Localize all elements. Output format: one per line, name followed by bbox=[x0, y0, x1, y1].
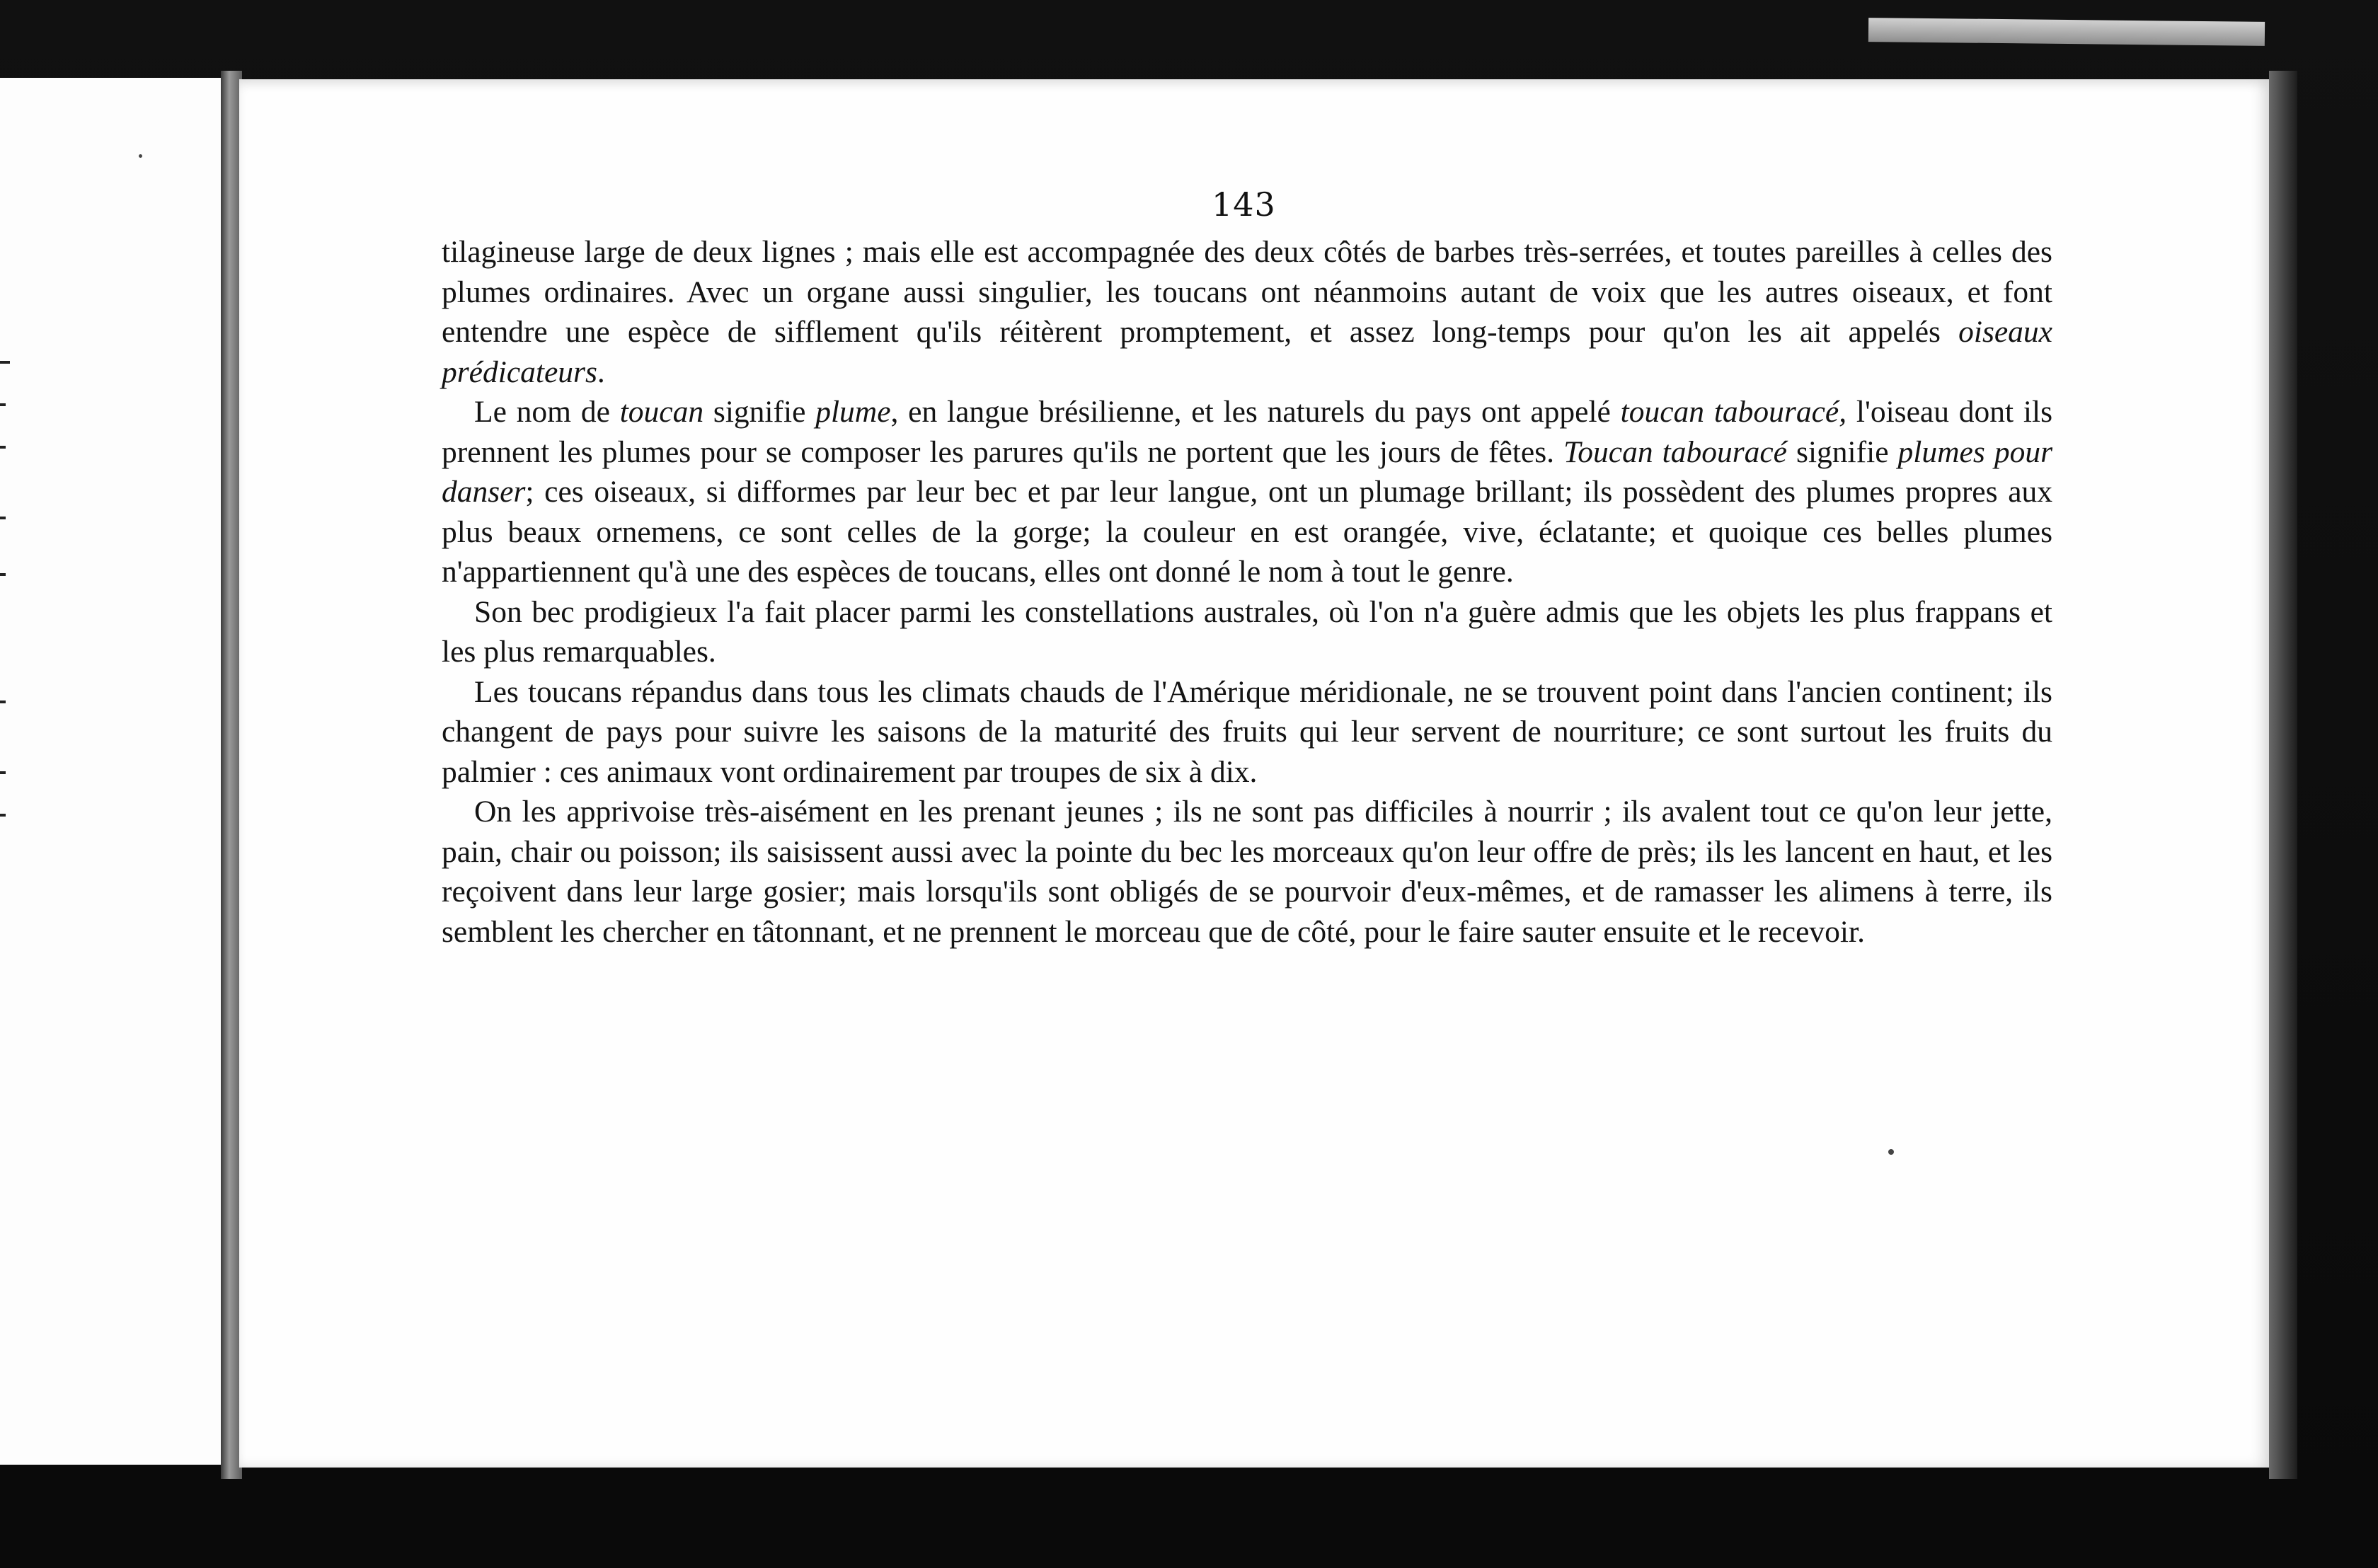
paper-speck bbox=[1888, 1149, 1894, 1155]
paragraph bbox=[442, 232, 2052, 392]
margin-mark bbox=[0, 573, 6, 576]
text-run: Le nom de bbox=[474, 395, 620, 429]
text-run: tilagineuse large de deux lignes ; mais elle est accompagnée des deux côtés de barbes très-serrées, et toutes pareilles à celles des plumes ordinaires. Avec un organe aussi singulier, les toucans ont néanmoins autant de voix que les autres oiseaux, et font entendre une espèce de sifflement qu'ils réitèrent promptement, et assez long-temps pour qu'on les ait appelés bbox=[442, 235, 2052, 349]
paper-speck bbox=[139, 154, 142, 158]
text-run: Les toucans répandus dans tous les climats chauds de l'Amérique méridionale, ne se trouvent point dans l'ancien continent; ils changent de pays pour suivre les saisons de la maturité des fruits qui leur servent de nourriture; ce sont surtout les fruits du palmier : ces animaux vont ordinairement par troupes de six à dix. bbox=[442, 674, 2052, 789]
page-body-text bbox=[442, 232, 2052, 952]
scanner-edge-strip bbox=[1868, 18, 2265, 46]
text-run: . bbox=[597, 354, 605, 389]
italic-text: toucan bbox=[619, 395, 704, 429]
page-right-edge bbox=[2269, 71, 2297, 1479]
text-run: l'oiseau dont ils prennent les plumes pour se composer les parures qu'ils ne portent que les jours de fêtes. bbox=[442, 395, 2052, 469]
margin-mark bbox=[0, 517, 6, 519]
text-run: ; ces oiseaux, si difformes par leur bec et par leur langue, ont un plumage brillant; ils possèdent des plumes propres aux plus beaux ornemens, ce sont celles de la gorge; la couleur en est orangée, vive, éclatante; et quoique ces belles plumes n'appartiennent qu'à une des espèces de toucans, elles ont donné le nom à tout le genre. bbox=[442, 475, 2052, 589]
paragraph bbox=[442, 792, 2052, 952]
margin-mark bbox=[0, 701, 6, 703]
italic-text: Toucan tabouracé bbox=[1563, 434, 1787, 469]
text-run: signifie bbox=[703, 395, 816, 429]
paragraph bbox=[442, 592, 2052, 672]
text-run: signifie bbox=[1786, 434, 1898, 469]
paragraph bbox=[442, 672, 2052, 792]
italic-text: oiseaux prédicateurs bbox=[442, 315, 2052, 389]
italic-text: plume bbox=[815, 395, 891, 429]
italic-text: toucan tabouracé, bbox=[1620, 395, 1847, 429]
margin-mark bbox=[0, 446, 6, 449]
left-facing-page bbox=[0, 78, 225, 1465]
text-run: , en langue brésilienne, et les naturels du pays ont appelé bbox=[890, 395, 1621, 429]
italic-text: plumes pour danser bbox=[442, 434, 2052, 509]
paragraph bbox=[442, 392, 2052, 592]
text-run: On les apprivoise très-aisément en les prenant jeunes ; ils ne sont pas difficiles à nourrir ; ils avalent tout ce qu'on leur jette, pain, chair ou poisson; ils saisissent aussi avec la pointe du bec les morceaux qu'on leur offre de près; ils les lancent en haut, et les reçoivent dans leur large gosier; mais lorsqu'ils sont obligés de se pourvoir d'eux-mêmes, et de ramasser les alimens à terre, ils semblent les chercher en tâtonnant, et ne prennent le morceau que de côté, pour le faire sauter ensuite et le recevoir. bbox=[442, 795, 2052, 949]
margin-mark bbox=[0, 361, 10, 364]
page-number: 143 bbox=[1212, 185, 1276, 224]
margin-mark bbox=[0, 403, 6, 406]
margin-mark bbox=[0, 814, 6, 817]
margin-mark bbox=[0, 771, 6, 774]
text-run: Son bec prodigieux l'a fait placer parmi les constellations australes, où l'on n'a guère admis que les objets les plus frappans et les plus remarquables. bbox=[442, 594, 2052, 669]
